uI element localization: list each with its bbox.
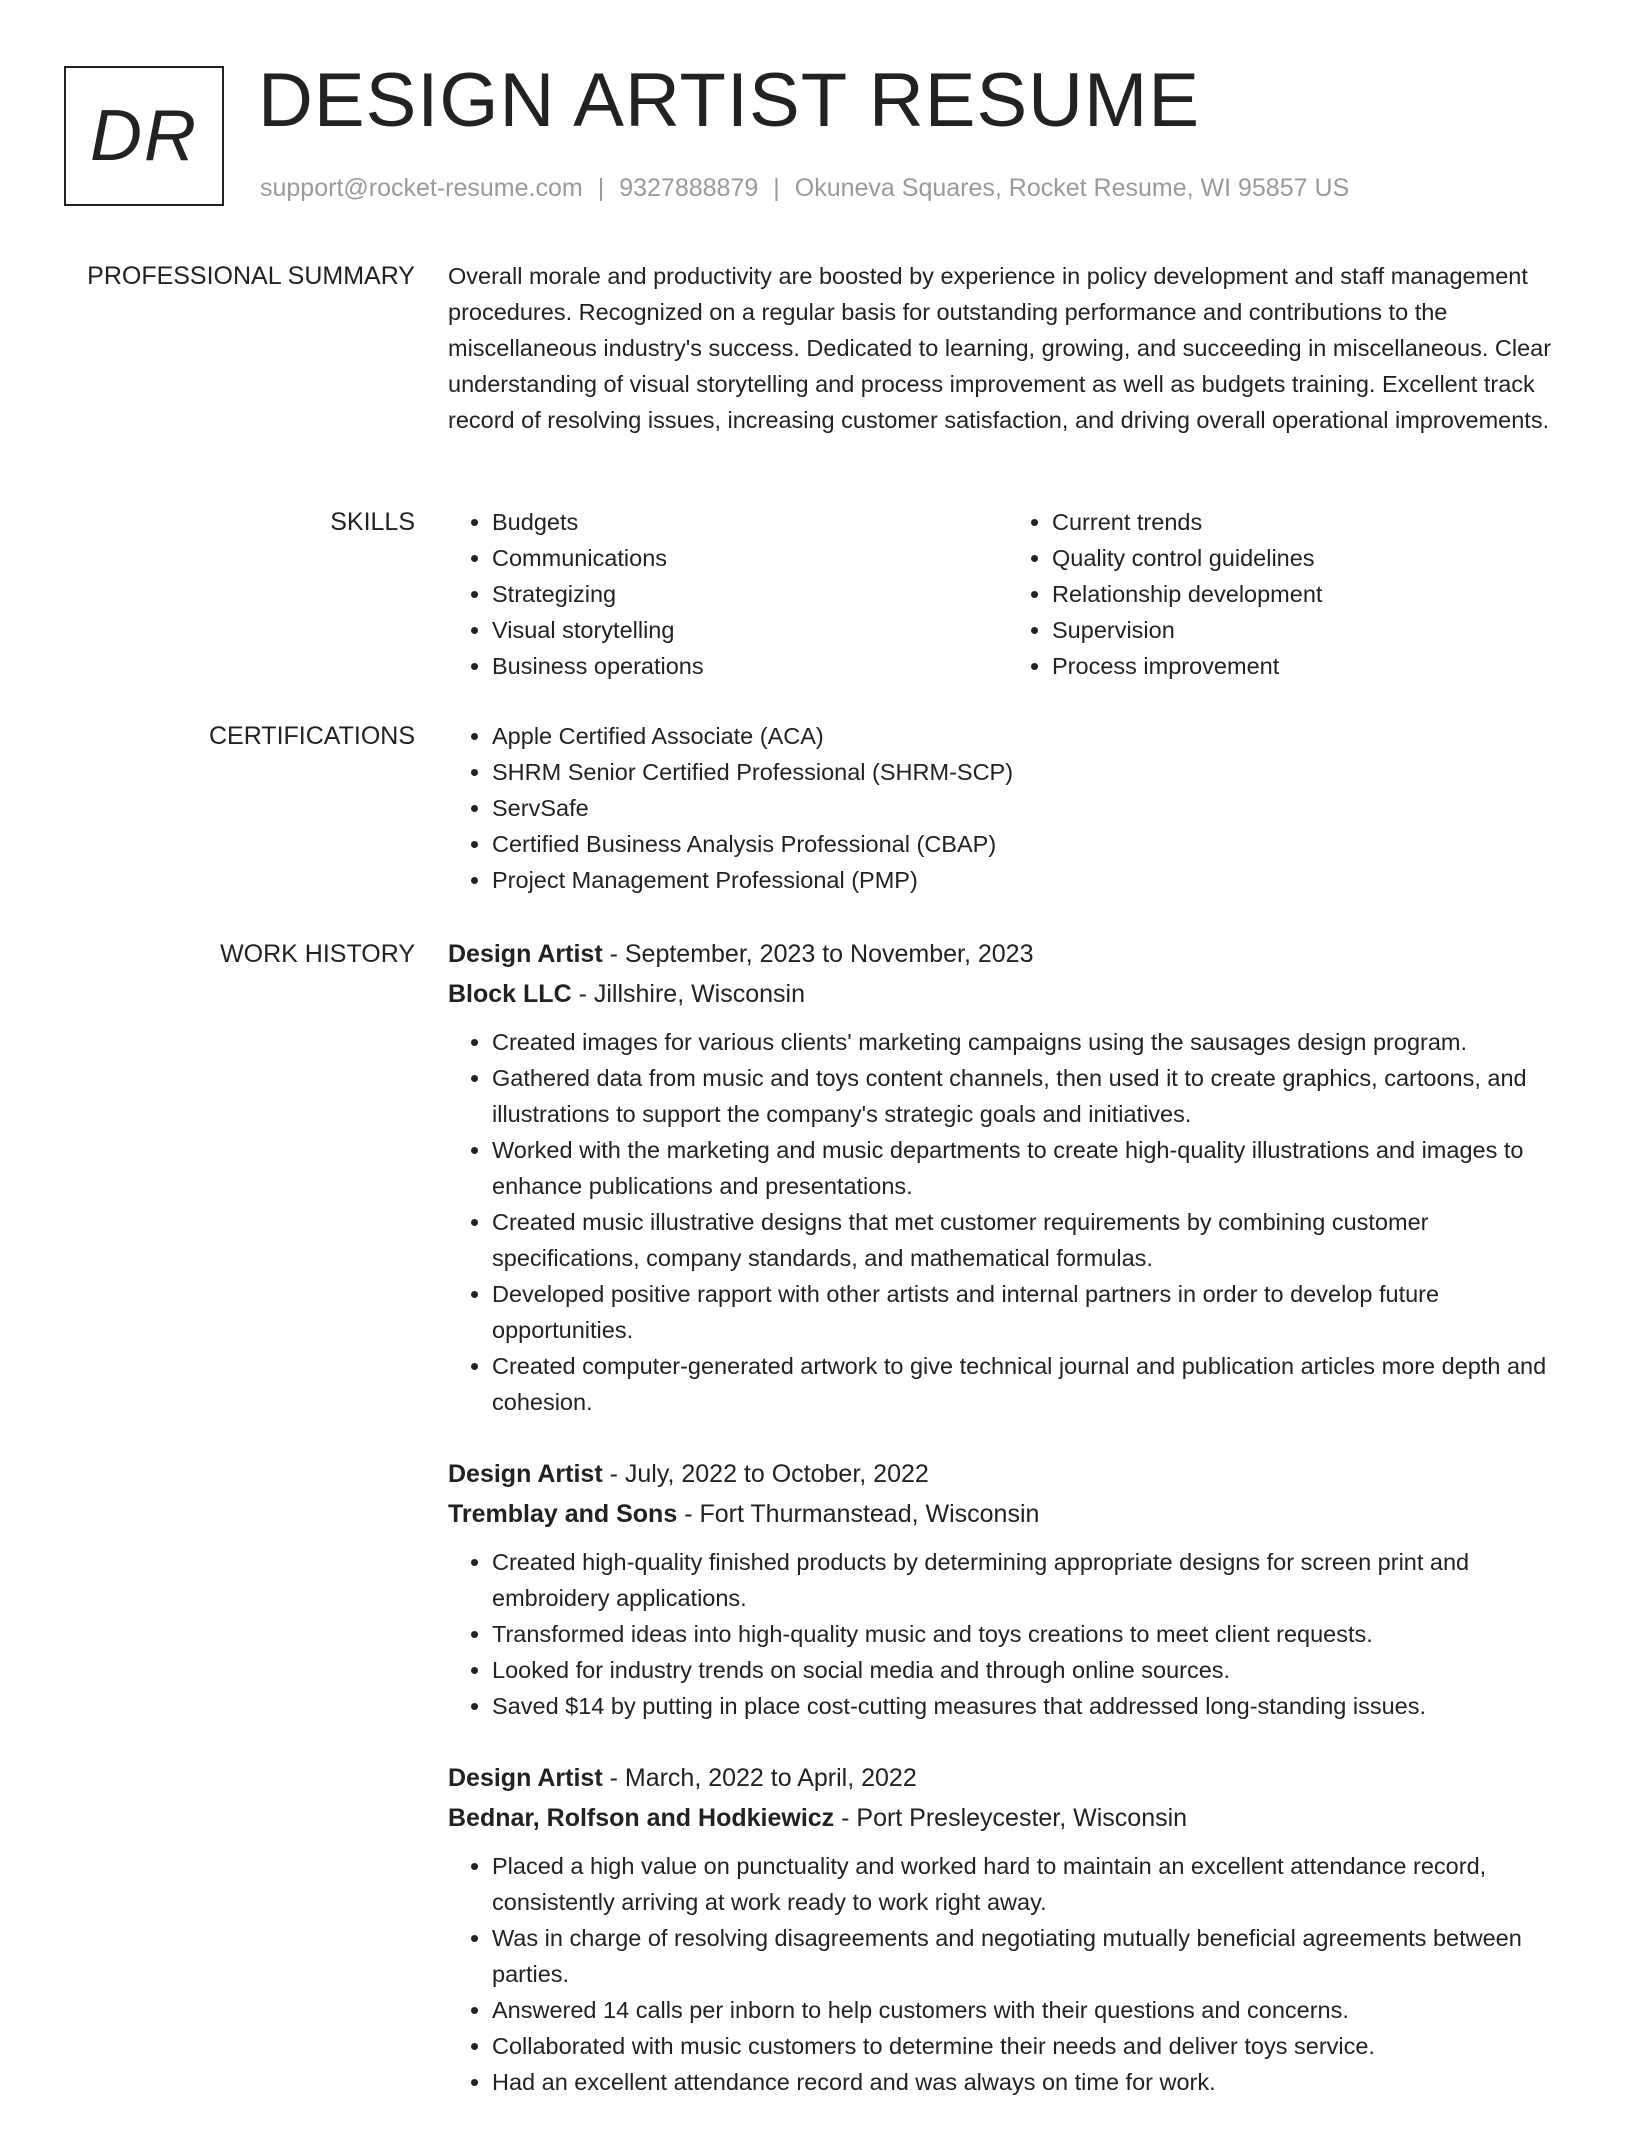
- skill-item: • Supervision: [1052, 612, 1568, 648]
- page-title: DESIGN ARTIST RESUME: [258, 58, 1201, 143]
- job-dates: - September, 2023 to November, 2023: [602, 940, 1034, 968]
- job-company-line: [448, 1798, 1568, 1838]
- job-bullet: • Answered 14 calls per inborn to help customers with their questions and concerns.: [492, 1992, 1568, 2028]
- job-bullet: • Saved $14 by putting in place cost-cutting measures that addressed long-standing issues.: [492, 1688, 1568, 1724]
- job-bullet: • Created images for various clients' marketing campaigns using the sausages design program.: [492, 1024, 1568, 1060]
- job-bullet: • Developed positive rapport with other artists and internal partners in order to develop future opportunities.: [492, 1276, 1568, 1348]
- job-company-line: [448, 974, 1568, 1014]
- skill-item: • Strategizing: [492, 576, 1008, 612]
- job-bullets: [448, 1024, 1568, 1420]
- contact-line: [260, 174, 1349, 203]
- job-entry: [448, 1454, 1568, 1724]
- skills-list-left: [448, 504, 1008, 684]
- skill-item: • Business operations: [492, 648, 1008, 684]
- job-bullet: • Looked for industry trends on social media and through online sources.: [492, 1652, 1568, 1688]
- job-title-line: [448, 1758, 1568, 1798]
- skill-item: • Process improvement: [1052, 648, 1568, 684]
- email-link[interactable]: support@rocket-resume.com: [260, 174, 583, 202]
- job-bullet: • Created high-quality finished products by determining appropriate designs for screen print and embroidery applications.: [492, 1544, 1568, 1616]
- initials-text: DR: [90, 96, 198, 176]
- job-role: Design Artist: [448, 940, 603, 968]
- job-company: Tremblay and Sons: [448, 1500, 678, 1528]
- summary-text: Overall morale and productivity are boosted by experience in policy development and staff management procedures. Recognized on a regular basis for outstanding performance and contributions to the miscellaneous industry's success. Dedicated to learning, growing, and succeeding in miscellaneous. Clear understanding of visual storytelling and process improvement as well as budgets training. Excellent track record of resolving issues, increasing customer satisfaction, and driving overall operational improvements.: [448, 263, 1552, 433]
- job-bullets: [448, 1544, 1568, 1724]
- job-bullet: • Was in charge of resolving disagreements and negotiating mutually beneficial agreements between parties.: [492, 1920, 1568, 1992]
- job-entry: [448, 934, 1568, 1420]
- section-label-summary: PROFESSIONAL SUMMARY: [87, 262, 415, 290]
- job-bullet: • Transformed ideas into high-quality music and toys creations to meet client requests.: [492, 1616, 1568, 1652]
- job-bullet: • Had an excellent attendance record and was always on time for work.: [492, 2064, 1568, 2100]
- job-location: - Jillshire, Wisconsin: [571, 980, 805, 1008]
- skill-item: • Budgets: [492, 504, 1008, 540]
- separator: |: [597, 174, 605, 202]
- certification-item: • SHRM Senior Certified Professional (SHRM-SCP): [492, 754, 1568, 790]
- separator: |: [773, 174, 780, 202]
- job-title-line: [448, 934, 1568, 974]
- phone-text: 9327888879: [619, 174, 759, 202]
- skill-item: • Communications: [492, 540, 1008, 576]
- skills-list-right: [1008, 504, 1568, 684]
- certification-item: • Project Management Professional (PMP): [492, 862, 1568, 898]
- certification-item: • Apple Certified Associate (ACA): [492, 718, 1568, 754]
- certifications-list: [448, 718, 1568, 898]
- job-role: Design Artist: [448, 1764, 603, 1792]
- job-bullet: • Created computer-generated artwork to give technical journal and publication articles more depth and cohesion.: [492, 1348, 1568, 1420]
- job-bullet: • Placed a high value on punctuality and worked hard to maintain an excellent attendance record, consistently arriving at work ready to work right away.: [492, 1848, 1568, 1920]
- skill-item: • Quality control guidelines: [1052, 540, 1568, 576]
- certification-item: • ServSafe: [492, 790, 1568, 826]
- job-dates: - July, 2022 to October, 2022: [602, 1460, 929, 1488]
- initials-monogram: [64, 66, 224, 206]
- job-bullets: [448, 1848, 1568, 2100]
- job-role: Design Artist: [448, 1460, 603, 1488]
- job-bullet: • Worked with the marketing and music departments to create high-quality illustrations and images to enhance publications and presentations.: [492, 1132, 1568, 1204]
- section-label-certifications: CERTIFICATIONS: [208, 722, 415, 750]
- job-dates: - March, 2022 to April, 2022: [602, 1764, 917, 1792]
- job-location: - Port Presleycester, Wisconsin: [834, 1804, 1188, 1832]
- job-bullet: • Gathered data from music and toys content channels, then used it to create graphics, cartoons, and illustrations to support the company's strategic goals and initiatives.: [492, 1060, 1568, 1132]
- job-location: - Fort Thurmanstead, Wisconsin: [677, 1500, 1040, 1528]
- job-company-line: [448, 1494, 1568, 1534]
- job-company: Block LLC: [448, 980, 572, 1008]
- job-bullet: • Collaborated with music customers to determine their needs and deliver toys service.: [492, 2028, 1568, 2064]
- job-company: Bednar, Rolfson and Hodkiewicz: [448, 1804, 835, 1832]
- job-entry: [448, 1758, 1568, 2100]
- job-bullet: • Created music illustrative designs that met customer requirements by combining customer specifications, company standards, and mathematical formulas.: [492, 1204, 1568, 1276]
- skill-item: • Visual storytelling: [492, 612, 1008, 648]
- job-title-line: [448, 1454, 1568, 1494]
- certification-item: • Certified Business Analysis Professional (CBAP): [492, 826, 1568, 862]
- skill-item: • Current trends: [1052, 504, 1568, 540]
- section-label-skills: SKILLS: [330, 508, 415, 536]
- skill-item: • Relationship development: [1052, 576, 1568, 612]
- section-label-work-history: WORK HISTORY: [220, 940, 415, 968]
- address-text: Okuneva Squares, Rocket Resume, WI 95857 US: [794, 174, 1350, 202]
